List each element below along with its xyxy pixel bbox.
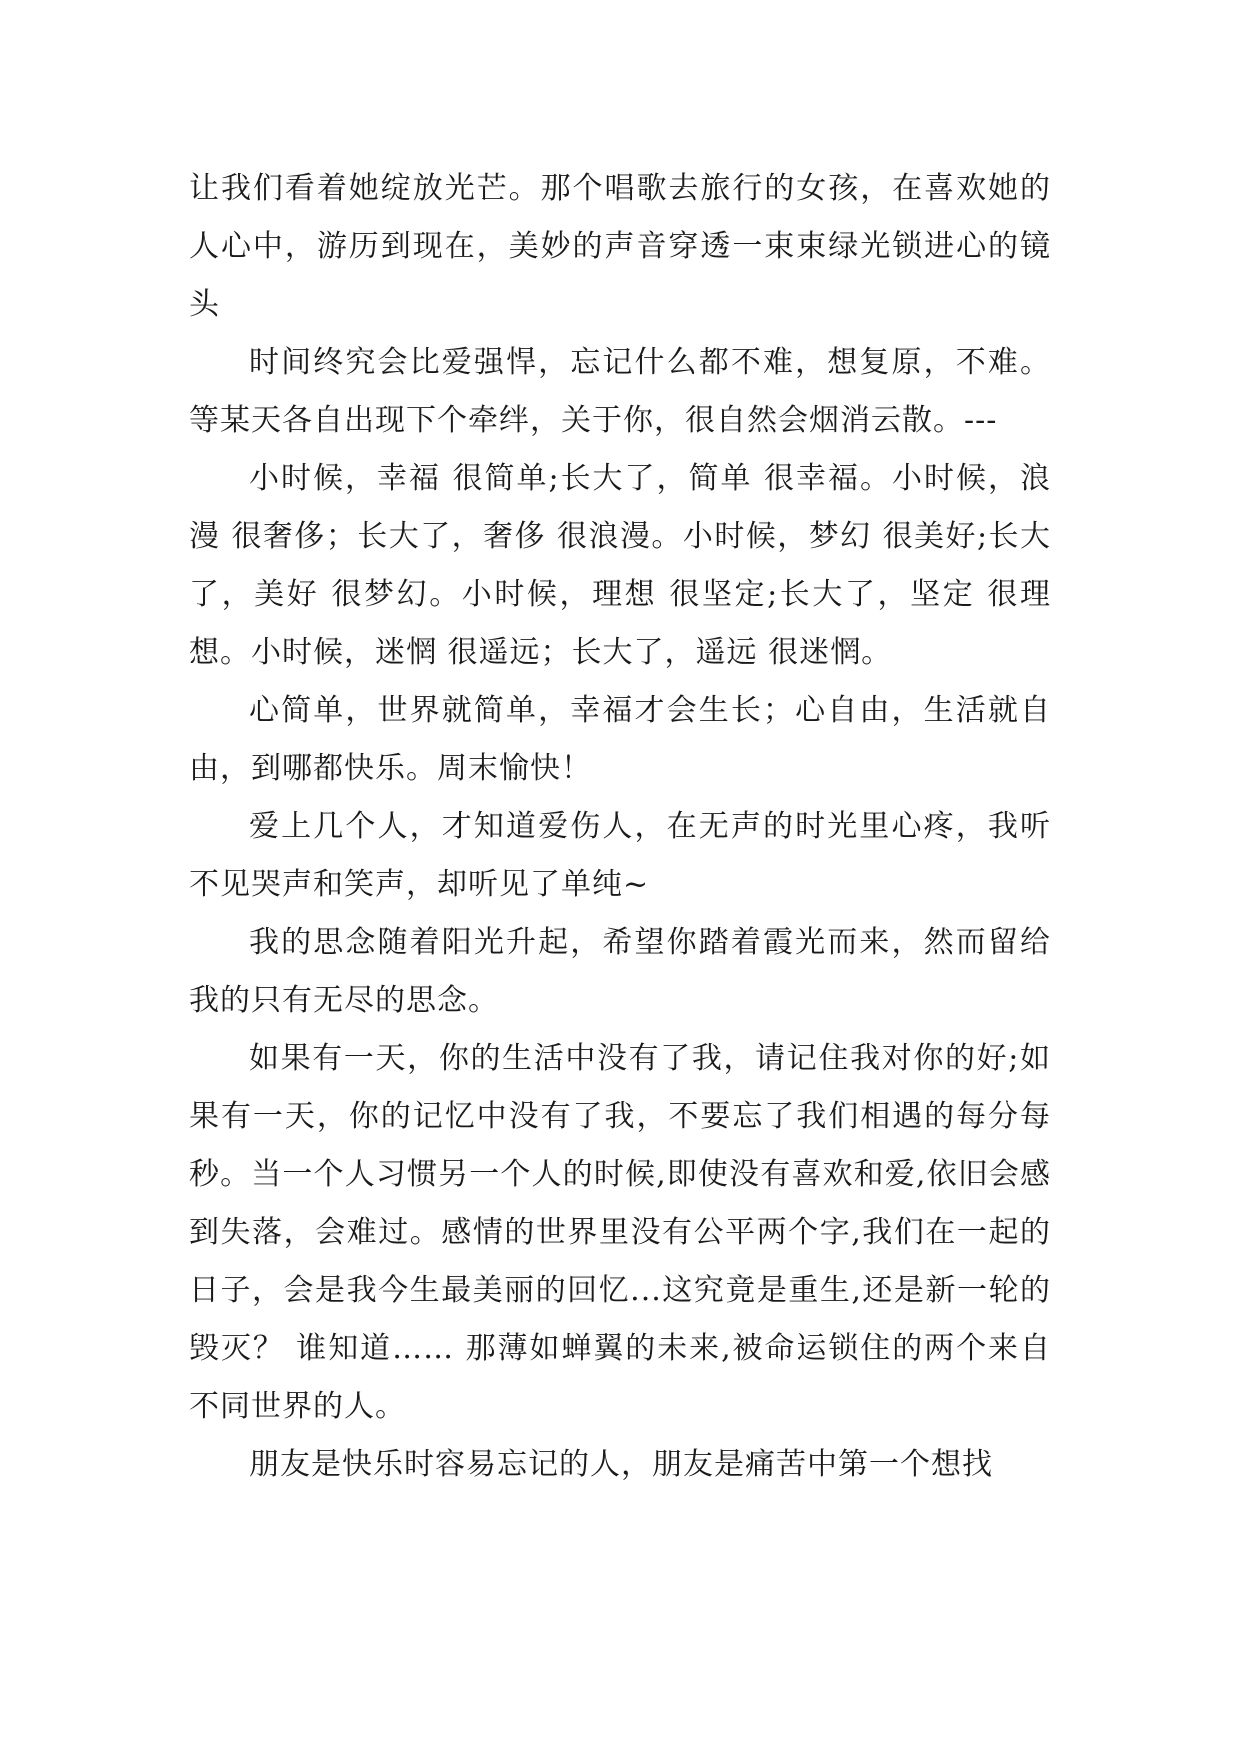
paragraph: 如果有一天，你的生活中没有了我，请记住我对你的好;如果有一天，你的记忆中没有了我，不要忘了我们相遇的每分每秒。当一个人习惯另一个人的时候,即使没有喜欢和爱,依旧会感到失落，会难过。感情的世界里没有公平两个字,我们在一起的日子，会是我今生最美丽的回忆...这究竟是重生,还是新一轮的毁灭？ 谁知道…… 那薄如蝉翼的未来,被命运锁住的两个来自不同世界的人。 bbox=[189, 1041, 1051, 1424]
paragraph: 爱上几个人，才知道爱伤人，在无声的时光里心疼，我听不见哭声和笑声，却听见了单纯~ bbox=[189, 809, 1051, 902]
paragraph: 我的思念随着阳光升起，希望你踏着霞光而来，然而留给我的只有无尽的思念。 bbox=[189, 925, 1051, 1018]
paragraph: 时间终究会比爱强悍，忘记什么都不难，想复原，不难。等某天各自出现下个牵绊，关于你，很自然会烟消云散。--- bbox=[189, 345, 1051, 438]
document-body bbox=[189, 160, 1051, 1494]
paragraph: 让我们看着她绽放光芒。那个唱歌去旅行的女孩，在喜欢她的人心中，游历到现在，美妙的声音穿透一束束绿光锁进心的镜头 bbox=[189, 171, 1051, 322]
paragraph: 心简单，世界就简单，幸福才会生长；心自由，生活就自由，到哪都快乐。周末愉快！ bbox=[189, 693, 1051, 786]
paragraph: 小时候，幸福 很简单;长大了，简单 很幸福。小时候，浪漫 很奢侈；长大了，奢侈 很浪漫。小时候，梦幻 很美好;长大了，美好 很梦幻。小时候，理想 很坚定;长大了，坚定 很理想。小时候，迷惘 很遥远；长大了，遥远 很迷惘。 bbox=[189, 461, 1051, 670]
paragraph: 朋友是快乐时容易忘记的人，朋友是痛苦中第一个想找 bbox=[249, 1447, 993, 1482]
